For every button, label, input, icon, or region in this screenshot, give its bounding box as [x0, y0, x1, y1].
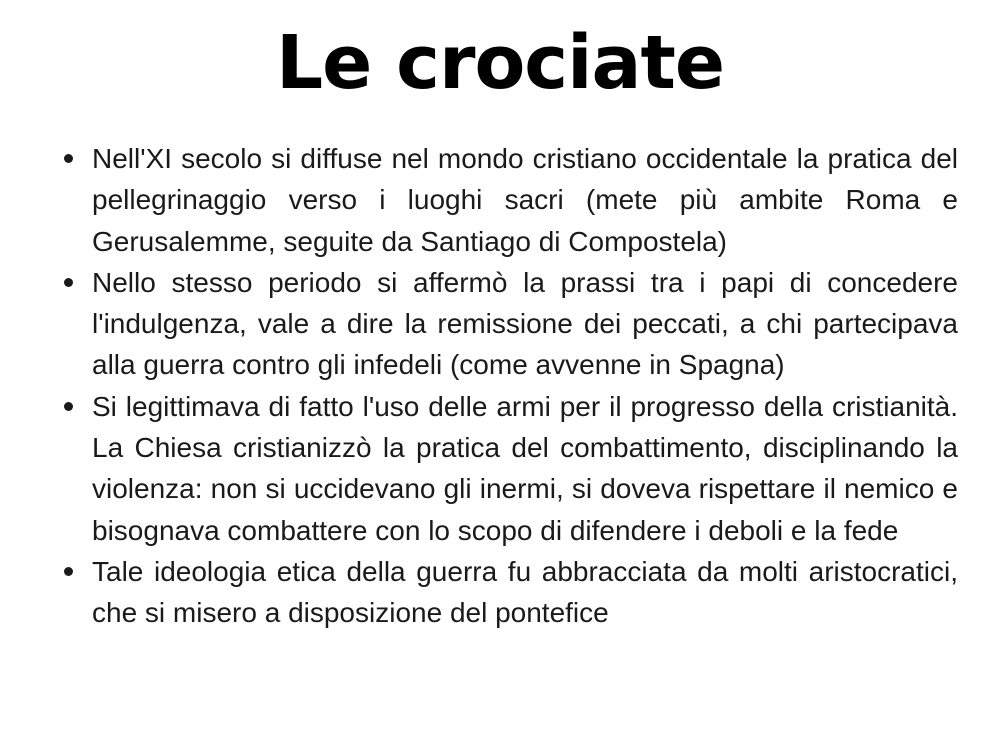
bullet-list: [56, 138, 958, 634]
bullet-dot-icon: [64, 154, 73, 163]
bullet-dot-icon: [64, 567, 73, 576]
bullet-item: [56, 551, 958, 634]
bullet-text: Nello stesso periodo si affermò la prassi tra i papi di concedere l'indulgenza, vale a dire la remissione dei peccati, a chi partecipava alla guerra contro gli infedeli (come avvenne in Spagna): [92, 266, 958, 381]
bullet-dot-icon: [64, 278, 73, 287]
bullet-text: Si legittimava di fatto l'uso delle armi per il progresso della cristianità. La Chiesa cristianizzò la pratica del combattimento, disciplinando la violenza: non si uccidevano gli inermi, si doveva rispettare il nemico e bisognava combattere con lo scopo di difendere i deboli e la fede: [92, 390, 958, 546]
bullet-item: [56, 386, 958, 551]
bullet-item: [56, 138, 958, 262]
slide-title: Le crociate: [275, 20, 725, 106]
bullet-text: Nell'XI secolo si diffuse nel mondo cristiano occidentale la pratica del pellegrinaggio verso i luoghi sacri (mete più ambite Roma e Gerusalemme, seguite da Santiago di Compostela): [92, 143, 958, 257]
bullet-text: Tale ideologia etica della guerra fu abbracciata da molti aristocratici, che si misero a disposizione del pontefice: [92, 555, 958, 629]
bullet-item: [56, 262, 958, 386]
bullet-dot-icon: [64, 402, 73, 411]
